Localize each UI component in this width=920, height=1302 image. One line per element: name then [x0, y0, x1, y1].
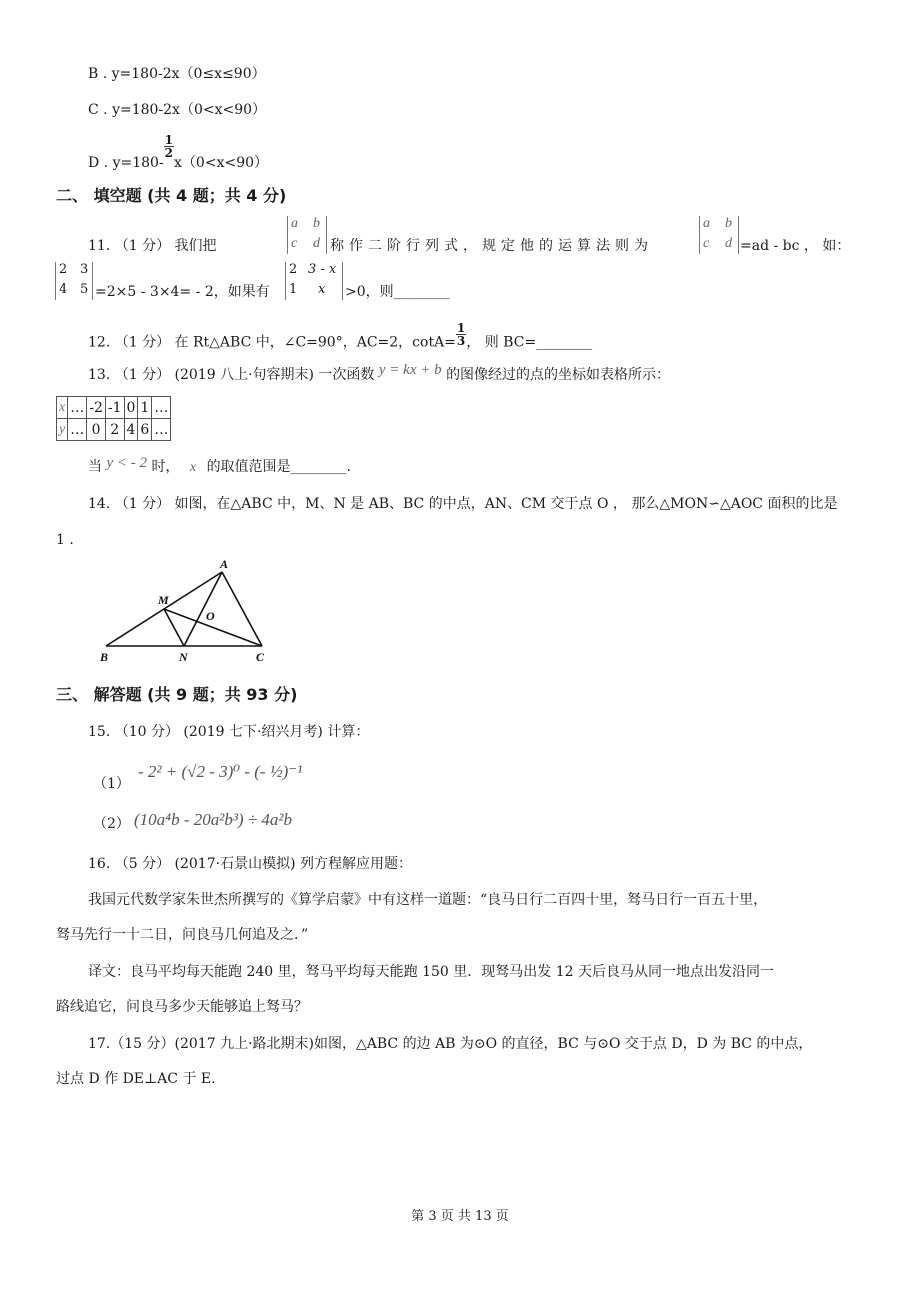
q12-fraction: $\frac{1}{3}$: [456, 321, 466, 348]
q13-condition: y < - 2: [106, 455, 147, 471]
segment-an: [184, 572, 222, 646]
q17-line2: 过点 D 作 DE⊥AC 于 E.: [56, 1071, 216, 1087]
q11-rule: =ad - bc ， 如：: [740, 238, 851, 254]
q13-value-table: [56, 396, 171, 441]
q12-text: 12. （1 分） 在 Rt△ABC 中，∠C=90°，AC=2，cotA=: [88, 334, 456, 351]
q14-line2: 1 .: [56, 532, 74, 548]
option-d-fraction: $\frac{1}{2}$: [164, 133, 174, 160]
q11-matrix-example: 2 3 4 5: [55, 262, 93, 300]
q16-paragraph-3: 译文：良马平均每天能跑 240 里，驽马平均每天能跑 150 里．现驽马出发 12 天后良马从同一地点出发沿同一: [88, 964, 774, 980]
q14-line1: 14. （1 分） 如图，在△ABC 中，M、N 是 AB、BC 的中点，AN、CM 交于点 O ， 那么△MON∽△AOC 面积的比是: [88, 496, 838, 512]
q11-tail: >0，则________: [345, 284, 450, 300]
q11-matrix-rule: a b c d: [699, 216, 739, 254]
section-heading-fill-blank: 二、 填空题 (共 4 题；共 4 分): [56, 186, 287, 205]
q17-line1: 17.（15 分）(2017 九上·路北期末)如图，△ABC 的边 AB 为⊙O 的直径，BC 与⊙O 交于点 D，D 为 BC 的中点，: [88, 1036, 813, 1052]
q15-part2-expression: (10a⁴b - 20a²b³) ÷ 4a²b: [134, 810, 293, 829]
q15-part1-expression: - 2² + (√2 - 3)⁰ - (- ½)⁻¹: [138, 762, 303, 781]
option-d: [88, 133, 269, 171]
option-d-suffix: x（0<x<90）: [174, 154, 269, 171]
segment-mn: [164, 609, 184, 646]
label-c: C: [256, 650, 265, 664]
q11-mid: 称作二阶行列式，规定他的运算法则为: [330, 238, 653, 254]
edge-ac: [222, 572, 262, 646]
q16-question: 16. （5 分） (2017·石景山模拟) 列方程解应用题：: [88, 856, 412, 872]
label-o: O: [206, 609, 215, 623]
q13-text: 13. （1 分） (2019 八上·句容期末) 一次函数: [88, 367, 375, 383]
q15-question: 15. （10 分） (2019 七下·绍兴月考) 计算：: [88, 724, 370, 740]
q16-paragraph-2: 驽马先行一十二日，问良马几何追及之．”: [56, 927, 309, 943]
page-footer: 第 3 页 共 13 页: [411, 1209, 509, 1224]
label-n: N: [179, 650, 188, 664]
q11-lead: 11. （1 分） 我们把: [88, 238, 217, 254]
q13-tail: 的图像经过的点的坐标如表格所示：: [446, 367, 671, 383]
option-b: B . y=180-2x（0≤x≤90）: [88, 66, 266, 82]
q14-triangle-figure: [96, 558, 276, 666]
q13-formula: y = kx + b: [378, 362, 442, 378]
q13-subquestion: 当 y < - 2 时， x 的取值范围是________.: [88, 455, 352, 475]
option-c: C . y=180-2x（0<x<90）: [88, 102, 267, 118]
q15-part2-label: （2）: [93, 816, 130, 832]
q11-example: =2×5 - 3×4= - 2，如果有: [95, 284, 270, 300]
q13-question: [88, 362, 671, 384]
q11-matrix-condition: 2 3 - x 1 x: [285, 262, 343, 300]
section-heading-solutions: 三、 解答题 (共 9 题；共 93 分): [56, 685, 298, 704]
option-d-prefix: D . y=180-: [88, 154, 164, 171]
q15-part1-label: （1）: [93, 776, 130, 792]
table-row: x … -2 -1 0 1 …: [57, 397, 171, 419]
table-row: y … 0 2 4 6 …: [57, 419, 171, 441]
q11-matrix-definition: a b c d: [287, 216, 327, 254]
q16-paragraph-1: 我国元代数学家朱世杰所撰写的《算学启蒙》中有这样一道题：“良马日行二百四十里，驽马日行一百五十里，: [88, 892, 768, 908]
label-b: B: [100, 650, 109, 664]
label-m: M: [158, 593, 169, 607]
q12-question: [88, 321, 593, 355]
label-a: A: [220, 558, 229, 571]
q12-tail: ， 则 BC=________: [466, 334, 593, 351]
q16-paragraph-4: 路线追它，问良马多少天能够追上驽马？: [56, 999, 308, 1015]
